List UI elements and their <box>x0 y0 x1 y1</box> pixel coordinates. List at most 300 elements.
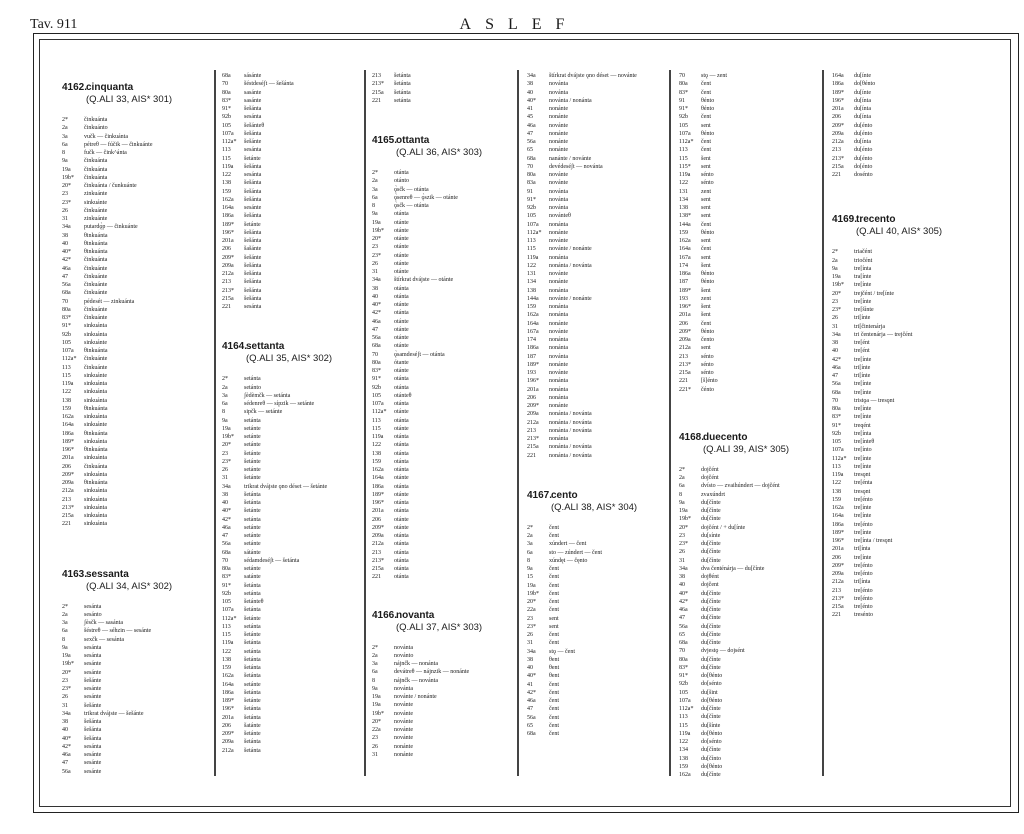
dialect-form: du[énto <box>854 147 873 154</box>
point-code: 206 <box>222 722 231 729</box>
point-code: 196* <box>527 378 539 385</box>
dialect-form: nonánte <box>549 229 568 236</box>
point-code: 23 <box>62 191 68 198</box>
entry-row <box>527 163 667 171</box>
dialect-form: sesánte <box>84 768 102 775</box>
dialect-form: novánta / nonánta <box>549 97 592 104</box>
entry-row <box>527 386 667 394</box>
dialect-form: stǫ — čent <box>549 648 575 655</box>
point-code: 31 <box>527 640 533 647</box>
entry-row <box>222 450 362 458</box>
point-code: 119a <box>222 640 234 647</box>
dialect-form: otánta <box>394 434 409 440</box>
section-name: duecento <box>703 431 748 443</box>
point-code: 2* <box>832 249 838 256</box>
point-code: 201a <box>222 238 234 244</box>
entry-row <box>372 293 512 301</box>
entry-row <box>372 718 512 726</box>
dialect-form: du[ínta <box>854 114 871 121</box>
point-code: 22a <box>527 607 536 614</box>
point-code: 209a <box>222 262 234 269</box>
entry-row <box>222 80 362 88</box>
entry-row <box>222 155 362 163</box>
dialect-form: tre[énto <box>854 496 873 503</box>
entry-row <box>372 734 512 742</box>
point-code: 56a <box>679 623 688 630</box>
dialect-form: sent <box>701 238 711 244</box>
entry-row <box>222 72 362 80</box>
dialect-form: du[ínta <box>854 97 871 104</box>
dialect-form: sent <box>549 623 559 630</box>
entry-row <box>679 623 819 631</box>
point-code: 221 <box>832 612 841 619</box>
entry-row <box>222 400 362 408</box>
point-code: 2* <box>62 603 68 610</box>
point-code: 215a <box>372 566 384 572</box>
point-code: 91* <box>679 106 688 112</box>
entry-row <box>832 265 972 273</box>
dialect-form: du[čínte <box>701 549 721 556</box>
dialect-form: šešánta <box>244 213 262 220</box>
entry-row <box>832 413 972 421</box>
entry-row <box>62 710 202 718</box>
point-code: 6a <box>222 401 228 407</box>
dialect-form: trikrat dvájste ǫno déset — šetánte <box>244 483 328 490</box>
point-code: 201a <box>62 455 74 462</box>
dialect-form: tresǫnt <box>854 488 871 495</box>
point-code: 22a <box>372 727 381 733</box>
dialect-form: do[sénto <box>701 739 722 745</box>
dialect-form: sinkuánte <box>84 339 107 346</box>
point-code: 162a <box>222 673 234 680</box>
entry-row <box>372 483 512 491</box>
entry-row <box>222 499 362 507</box>
point-code: 105 <box>832 439 841 445</box>
entry-row <box>527 549 667 557</box>
entry-row <box>372 685 512 693</box>
point-code: 213* <box>527 436 539 442</box>
entry-row <box>832 273 972 281</box>
dialect-form: sent <box>701 205 711 211</box>
entry-row <box>372 80 512 88</box>
point-code: 213* <box>832 595 844 602</box>
entry-row <box>222 163 362 171</box>
point-code: 56a <box>222 541 231 548</box>
point-code: 119a <box>222 163 234 170</box>
entry-row <box>62 759 202 767</box>
entry-row <box>527 171 667 179</box>
entry-row <box>372 177 512 185</box>
entry-row <box>372 97 512 105</box>
dialect-form: sénto <box>701 172 714 178</box>
point-code: 23 <box>832 298 838 305</box>
point-code: 209a <box>679 337 691 343</box>
dialect-form: šetánta <box>244 689 261 696</box>
entry-row <box>832 372 972 380</box>
dialect-form: novánte <box>549 180 568 187</box>
dialect-form: otánte <box>394 244 409 251</box>
point-code: 47 <box>222 533 228 539</box>
dialect-form: tri[ínte <box>854 373 871 379</box>
dialect-form: sasánte <box>244 89 262 96</box>
section-reference: (Q.ALI 33, AIS* 301) <box>86 94 173 105</box>
point-code: 19b* <box>62 174 74 181</box>
entry-row <box>222 639 362 647</box>
dialect-form: tre[ínte <box>854 455 872 462</box>
dialect-form: činkuánta / čunkuánte <box>84 183 137 189</box>
dialect-form: otánta <box>394 417 409 424</box>
entry-row <box>679 499 819 507</box>
point-code: 40* <box>372 302 381 308</box>
dialect-form: tresǫnt <box>854 472 871 478</box>
point-code: 164a <box>222 681 234 688</box>
entry-row <box>832 422 972 430</box>
point-code: 174 <box>527 337 536 343</box>
point-code: 31 <box>679 557 685 564</box>
dialect-form: setánte <box>244 425 261 432</box>
point-code: 34a <box>527 73 536 79</box>
point-code: 113 <box>372 417 381 424</box>
entry-row <box>372 557 512 565</box>
dialect-form: du[čínte <box>701 623 721 630</box>
point-code: 209a <box>372 533 384 539</box>
point-code: 215a <box>679 370 691 376</box>
entry-row <box>372 72 512 80</box>
dialect-form: satánte <box>244 574 261 581</box>
dialect-form: otánta <box>394 458 409 465</box>
dialect-form: sesánte <box>84 694 102 701</box>
point-code: 41 <box>527 681 533 688</box>
dialect-form: novánte <box>394 727 413 733</box>
point-code: 34a <box>62 710 71 717</box>
section-reference: (Q.ALI 34, AIS* 302) <box>86 580 173 592</box>
point-code: 92b <box>679 681 688 688</box>
entry-row <box>372 425 512 433</box>
point-code: 46a <box>372 318 381 325</box>
column-separator <box>517 70 519 776</box>
dialect-form: tre[ínte <box>854 389 872 396</box>
dialect-form: sent <box>701 254 711 261</box>
point-code: 56a <box>527 139 536 145</box>
entry-row <box>679 697 819 705</box>
entry-row <box>62 190 202 198</box>
point-code: 193 <box>527 370 536 376</box>
point-code: 70 <box>527 163 533 170</box>
point-code: 215a <box>372 89 384 96</box>
dialect-form: du[čínte <box>701 557 721 564</box>
point-code: 68a <box>527 731 536 737</box>
dialect-form: sesánta <box>84 603 102 610</box>
entry-row <box>372 392 512 400</box>
entry-row <box>832 130 972 138</box>
dialect-form: sátánte <box>244 549 261 556</box>
entry-row <box>527 237 667 245</box>
entry-row <box>679 254 819 262</box>
point-code: 215a <box>527 444 539 451</box>
dialect-form: činkuánte <box>84 265 108 272</box>
entry-row <box>527 311 667 319</box>
point-code: 138 <box>832 488 841 495</box>
point-code: 206 <box>679 320 688 327</box>
entry-row <box>372 751 512 759</box>
entry-row <box>527 532 667 540</box>
dialect-form: du[čínte <box>701 598 721 605</box>
point-code: 134 <box>679 196 688 203</box>
entry-row <box>679 237 819 245</box>
entry-row <box>372 318 512 326</box>
dialect-form: otánte <box>394 219 409 226</box>
dialect-form: otánte <box>394 475 409 482</box>
dialect-form: du[énto <box>854 155 873 162</box>
entry-row <box>372 268 512 276</box>
dialect-form: novánta <box>549 196 568 203</box>
entry-row <box>62 768 202 776</box>
entry-row <box>372 573 512 581</box>
dialect-form: pédesét — zinkuánta <box>84 298 135 305</box>
point-code: 164a <box>222 205 234 211</box>
dialect-form: šešánte <box>84 677 102 684</box>
entry-row <box>679 353 819 361</box>
entry-row <box>527 394 667 402</box>
dialect-form: du[čínte <box>701 615 721 622</box>
dialect-form: θinkuánta <box>84 249 108 255</box>
point-code: 65 <box>527 147 533 154</box>
entry-row <box>679 581 819 589</box>
point-code: 209* <box>832 122 844 129</box>
point-code: 212a <box>832 139 844 145</box>
dialect-form: du[čínte <box>701 772 721 778</box>
point-code: 115 <box>222 632 231 638</box>
entry-row <box>832 364 972 372</box>
entry-row <box>527 262 667 270</box>
point-code: 144a <box>679 221 691 228</box>
entry-row <box>222 196 362 204</box>
dialect-form: sent <box>701 213 711 220</box>
point-code: 46a <box>679 607 688 613</box>
dialect-form: ǫ̀samdeséʃt — otánta <box>394 351 445 358</box>
dialect-form: tre[ínte <box>854 554 872 561</box>
point-code: 193 <box>679 295 688 302</box>
point-code: 6a <box>372 669 378 676</box>
entry-row <box>832 331 972 339</box>
point-code: 115 <box>679 155 688 162</box>
point-code: 70 <box>679 648 685 655</box>
point-code: 9a <box>527 566 533 572</box>
point-code: 40* <box>62 735 71 742</box>
dialect-form: čent <box>549 689 559 696</box>
entry-row <box>527 113 667 121</box>
entry-row <box>62 141 202 149</box>
entry-row <box>527 72 667 80</box>
dialect-form: čent <box>549 714 559 721</box>
entry-row <box>527 344 667 352</box>
point-code: 40* <box>527 97 536 104</box>
entry-row <box>222 130 362 138</box>
dialect-form: sinkuánta <box>84 381 107 387</box>
entry-row <box>679 221 819 229</box>
point-code: 9a <box>832 265 838 272</box>
entry-row <box>222 425 362 433</box>
entry-row <box>222 278 362 286</box>
entry-row <box>679 303 819 311</box>
entry-row <box>832 339 972 347</box>
dialect-form: šetánte <box>244 155 261 162</box>
entry-row <box>527 377 667 385</box>
point-code: 40 <box>832 348 838 355</box>
point-code: 131 <box>527 271 536 277</box>
dialect-form: setánta <box>244 417 261 424</box>
entry-row <box>222 122 362 130</box>
entry-row <box>62 619 202 627</box>
point-code: 26 <box>372 260 378 267</box>
dialect-form: sinkuánta <box>84 438 107 445</box>
point-code: 2* <box>679 466 685 473</box>
point-code: 119a <box>62 381 74 387</box>
dialect-form: tre[énto <box>854 595 873 602</box>
section-heading <box>62 569 202 593</box>
entry-row <box>679 540 819 548</box>
point-code: 20* <box>222 442 231 449</box>
entry-row <box>527 410 667 418</box>
entry-row <box>372 677 512 685</box>
point-code: 134 <box>527 279 536 286</box>
point-code: 38 <box>679 574 685 580</box>
entry-row <box>832 257 972 265</box>
point-code: 56a <box>372 335 381 341</box>
entry-row <box>372 417 512 425</box>
dialect-form: θénto <box>701 97 715 104</box>
point-code: 119a <box>372 434 384 440</box>
point-code: 92b <box>222 590 231 597</box>
point-code: 26 <box>372 743 378 750</box>
point-code: 42* <box>62 743 71 750</box>
point-code: 112a* <box>832 455 847 462</box>
column-4 <box>527 72 667 738</box>
entry-row <box>62 405 202 413</box>
entry-row <box>679 155 819 163</box>
dialect-form: tre[ént <box>854 348 870 355</box>
entry-row <box>527 402 667 410</box>
entry-row <box>679 80 819 88</box>
entry-row <box>62 306 202 314</box>
dialect-form: nonánte <box>549 147 568 154</box>
entry-row <box>832 570 972 578</box>
point-code: 2a <box>62 611 68 618</box>
dialect-form: šešánta <box>244 262 262 269</box>
entry-row <box>372 466 512 474</box>
point-code: 107a <box>679 130 691 137</box>
dialect-form: nájnčk — nonánta <box>394 661 438 667</box>
dialect-form: otánta <box>394 467 409 473</box>
dialect-form: činkuánte <box>84 306 108 313</box>
entry-row <box>679 295 819 303</box>
dialect-form: setánte <box>244 566 261 572</box>
point-code: 201a <box>372 508 384 515</box>
entry-row <box>222 557 362 565</box>
dialect-form: novánte <box>394 710 413 717</box>
entry-row <box>62 479 202 487</box>
point-code: 213 <box>832 147 841 154</box>
section-heading <box>372 610 512 634</box>
point-code: 3a <box>62 620 68 626</box>
dialect-form: tristǫa — tresǫnt <box>854 397 895 404</box>
point-code: 105 <box>527 213 536 220</box>
dialect-form: šent <box>701 262 711 269</box>
dialect-form: vučk — činkuánta <box>84 133 128 140</box>
dialect-form: nonánte <box>394 751 413 758</box>
entry-row <box>679 72 819 80</box>
point-code: 31 <box>372 751 378 758</box>
point-code: 213 <box>372 549 381 556</box>
dialect-form: do[sénto <box>701 681 722 688</box>
point-code: 105 <box>679 689 688 696</box>
dialect-form: nonánta / novánta <box>549 427 592 434</box>
dialect-form: dvjestǫ — dojsént <box>701 648 745 655</box>
point-code: 138 <box>527 287 536 294</box>
entry-row <box>832 146 972 154</box>
entry-row <box>62 331 202 339</box>
entry-row <box>222 656 362 664</box>
entry-row <box>372 89 512 97</box>
plate-number: Tav. 911 <box>30 17 78 32</box>
point-code: 15 <box>527 574 533 581</box>
point-code: 34a <box>372 277 381 284</box>
point-code: 9a <box>62 644 68 651</box>
entry-row <box>372 342 512 350</box>
dialect-form: θent <box>549 673 560 680</box>
point-code: 159 <box>832 496 841 503</box>
dialect-form: θinkuánta <box>84 348 108 354</box>
dialect-form: zinkuánte <box>84 191 108 198</box>
point-code: 47 <box>62 760 68 767</box>
entry-row <box>527 89 667 97</box>
dialect-form: novánta <box>549 205 568 211</box>
entry-row <box>832 430 972 438</box>
dialect-form: otánta <box>394 376 409 383</box>
entry-row <box>832 529 972 537</box>
point-code: 113 <box>62 364 71 371</box>
point-code: 19b* <box>527 590 539 597</box>
point-code: 113 <box>527 238 536 244</box>
entry-row <box>222 664 362 672</box>
point-code: 206 <box>832 554 841 561</box>
dialect-form: nonánta <box>549 312 568 319</box>
dialect-form: čent <box>549 566 559 572</box>
entry-row <box>222 549 362 557</box>
point-code: 31 <box>62 216 68 222</box>
dialect-form: du[čínte <box>701 656 721 663</box>
point-code: 201a <box>832 546 844 553</box>
point-code: 83* <box>679 664 688 671</box>
point-code: 3a <box>62 133 68 140</box>
point-code: 42* <box>222 516 231 523</box>
entry-row <box>62 611 202 619</box>
dialect-form: otánta <box>394 508 409 515</box>
dialect-form: setánte <box>244 434 261 440</box>
entry-row <box>527 295 667 303</box>
entry-row <box>222 615 362 623</box>
point-code: 65 <box>679 631 685 638</box>
point-code: 23 <box>372 735 378 742</box>
dialect-form: nonánta <box>549 394 568 401</box>
point-code: 2* <box>222 376 228 383</box>
dialect-form: dojčént / + du[ínte <box>701 524 746 531</box>
entry-row <box>62 512 202 520</box>
point-code: 40* <box>679 590 688 597</box>
point-code: 31 <box>372 269 378 275</box>
point-code: 138 <box>679 755 688 762</box>
point-code: 215a <box>832 163 844 170</box>
